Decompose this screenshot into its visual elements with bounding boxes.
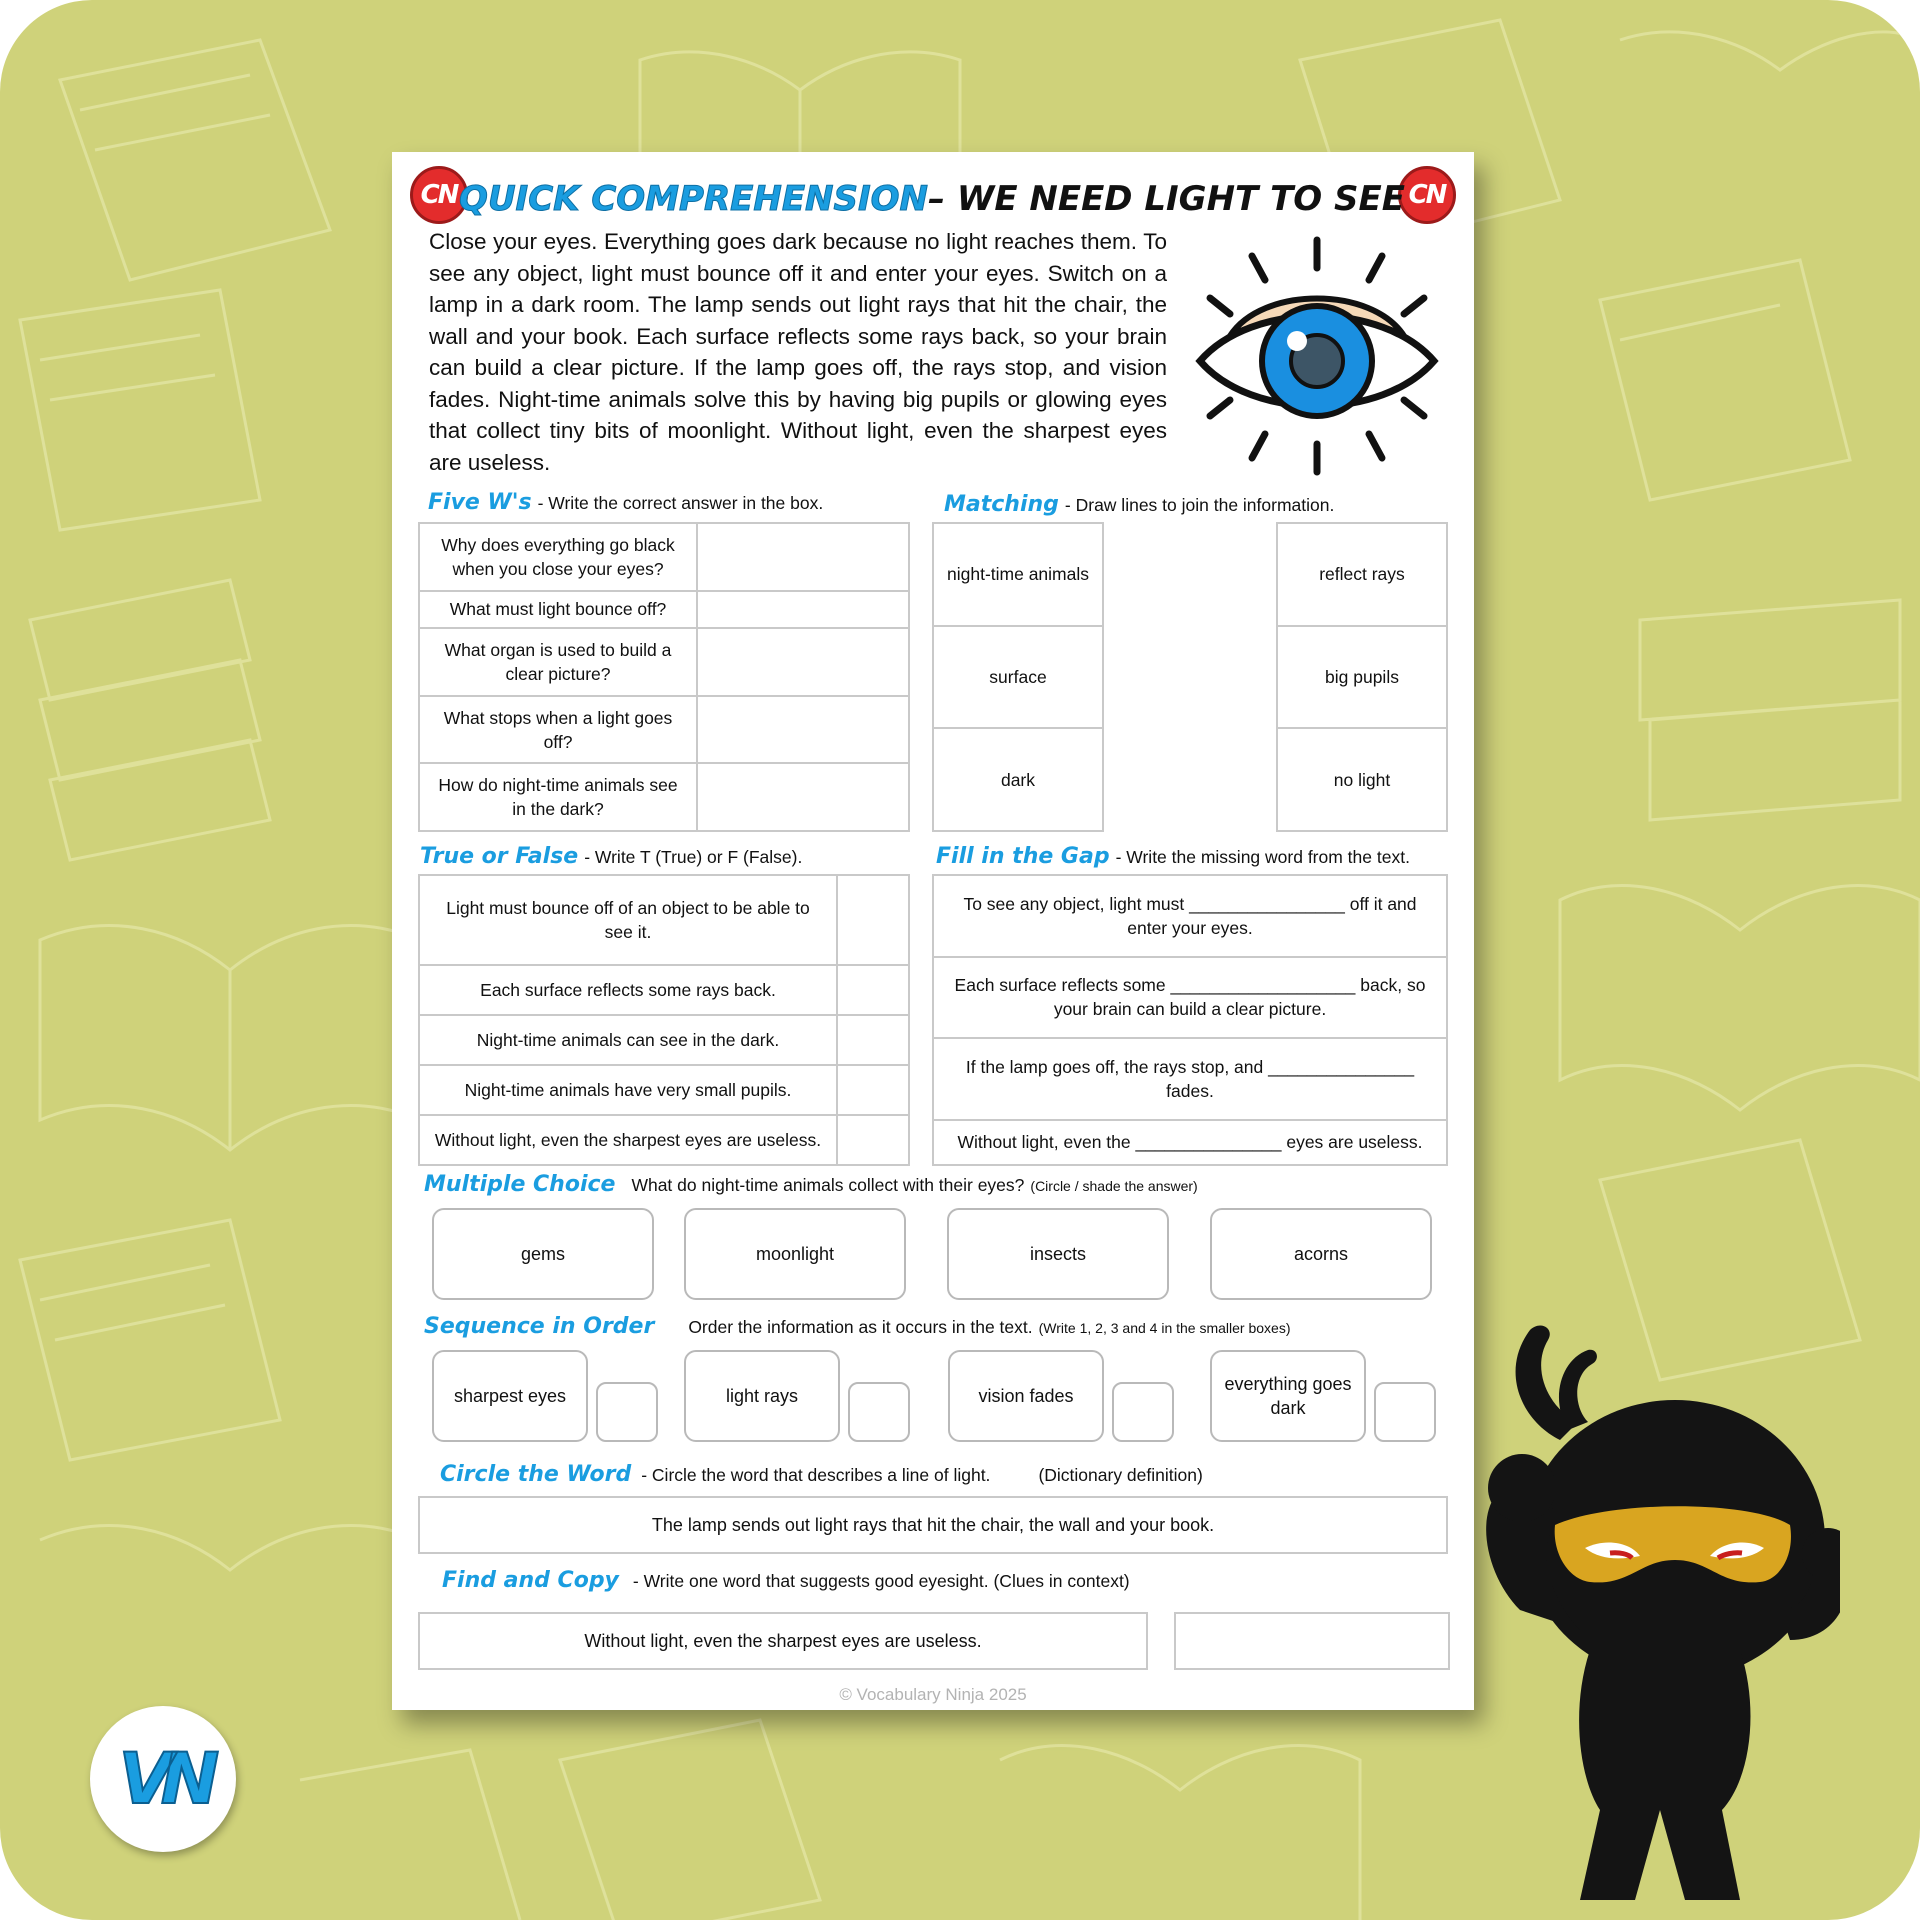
- sequence-instruction: Order the information as it occurs in the text.: [688, 1317, 1033, 1337]
- find-copy-heading: [442, 1568, 1130, 1593]
- fill-gap-table: [932, 874, 1448, 1166]
- table-row: [419, 1115, 909, 1165]
- copyright-text: © Vocabulary Ninja 2025: [839, 1685, 1027, 1704]
- fill-gap-instruction: - Write the missing word from the text.: [1115, 847, 1410, 867]
- true-false-statement: Without light, even the sharpest eyes are useless.: [419, 1115, 837, 1165]
- true-false-statement: Night-time animals have very small pupils.: [419, 1065, 837, 1115]
- five-ws-answer-box[interactable]: [697, 628, 909, 696]
- multiple-choice-option[interactable]: gems: [432, 1208, 654, 1300]
- sequence-number-box[interactable]: [1112, 1382, 1174, 1442]
- five-ws-instruction: - Write the correct answer in the box.: [537, 493, 824, 513]
- sequence-item: vision fades: [948, 1350, 1104, 1442]
- sequence-heading: [424, 1314, 1291, 1339]
- multiple-choice-heading: [424, 1172, 1198, 1197]
- true-false-title: True or False: [420, 844, 579, 869]
- table-row: [1277, 523, 1447, 626]
- matching-left-item[interactable]: night-time animals: [933, 523, 1103, 626]
- true-false-table: [418, 874, 910, 1166]
- matching-left-item[interactable]: surface: [933, 626, 1103, 729]
- table-row: [419, 628, 909, 696]
- sequence-number-box[interactable]: [1374, 1382, 1436, 1442]
- table-row: [933, 1038, 1447, 1120]
- table-row: [933, 523, 1103, 626]
- circle-word-instruction: - Circle the word that describes a line of light.: [641, 1465, 991, 1485]
- table-row: [419, 763, 909, 831]
- table-row: [1277, 728, 1447, 831]
- five-ws-heading: [428, 490, 823, 515]
- multiple-choice-option[interactable]: moonlight: [684, 1208, 906, 1300]
- title-topic: – WE NEED LIGHT TO SEE: [928, 179, 1405, 219]
- table-row: [933, 875, 1447, 957]
- true-false-statement: Light must bounce off of an object to be able to see it.: [419, 875, 837, 965]
- sequence-note: (Write 1, 2, 3 and 4 in the smaller boxes): [1038, 1320, 1291, 1336]
- true-false-answer-box[interactable]: [837, 965, 909, 1015]
- true-false-answer-box[interactable]: [837, 1015, 909, 1065]
- find-copy-sentence: Without light, even the sharpest eyes are useless.: [418, 1612, 1148, 1670]
- matching-heading: [944, 492, 1334, 517]
- vocabulary-ninja-badge: [90, 1706, 236, 1852]
- multiple-choice-option[interactable]: insects: [947, 1208, 1169, 1300]
- fill-gap-sentence[interactable]: Each surface reflects some ___________________ back, so your brain can build a clear picture.: [933, 957, 1447, 1039]
- find-copy-answer-box[interactable]: [1174, 1612, 1450, 1670]
- table-row: [419, 1015, 909, 1065]
- five-ws-title: Five W's: [428, 490, 532, 515]
- table-row: [933, 626, 1103, 729]
- cn-logo-left: CN: [410, 166, 468, 224]
- sequence-number-box[interactable]: [596, 1382, 658, 1442]
- matching-left-item[interactable]: dark: [933, 728, 1103, 831]
- table-row: [419, 875, 909, 965]
- ninja-mascot-icon: [1460, 1310, 1840, 1910]
- multiple-choice-title: Multiple Choice: [424, 1172, 616, 1197]
- find-copy-title: Find and Copy: [442, 1568, 619, 1593]
- five-ws-question: What organ is used to build a clear picture?: [419, 628, 697, 696]
- true-false-heading: [420, 844, 802, 869]
- true-false-answer-box[interactable]: [837, 1115, 909, 1165]
- matching-title: Matching: [944, 492, 1059, 517]
- five-ws-question: How do night-time animals see in the dark?: [419, 763, 697, 831]
- matching-left-column: [932, 522, 1104, 832]
- five-ws-question: Why does everything go black when you close your eyes?: [419, 523, 697, 591]
- circle-word-note: (Dictionary definition): [1038, 1465, 1203, 1485]
- true-false-statement: Night-time animals can see in the dark.: [419, 1015, 837, 1065]
- circle-word-heading: [440, 1462, 1203, 1487]
- sequence-number-box[interactable]: [848, 1382, 910, 1442]
- true-false-answer-box[interactable]: [837, 1065, 909, 1115]
- table-row: [933, 728, 1103, 831]
- cn-logo-right: CN: [1398, 166, 1456, 224]
- table-row: [419, 523, 909, 591]
- sequence-item: sharpest eyes: [432, 1350, 588, 1442]
- sequence-item: everything goes dark: [1210, 1350, 1366, 1442]
- five-ws-question: What stops when a light goes off?: [419, 696, 697, 764]
- true-false-answer-box[interactable]: [837, 875, 909, 965]
- multiple-choice-question: What do night-time animals collect with their eyes?: [631, 1175, 1025, 1195]
- worksheet: [392, 152, 1474, 1710]
- worksheet-title: [459, 166, 1405, 232]
- fill-gap-sentence[interactable]: Without light, even the _______________ eyes are useless.: [933, 1120, 1447, 1165]
- table-row: [1277, 626, 1447, 729]
- five-ws-answer-box[interactable]: [697, 763, 909, 831]
- multiple-choice-note: (Circle / shade the answer): [1030, 1178, 1198, 1194]
- fill-gap-title: Fill in the Gap: [936, 844, 1110, 869]
- table-row: [419, 1065, 909, 1115]
- circle-word-sentence[interactable]: The lamp sends out light rays that hit the chair, the wall and your book.: [418, 1496, 1448, 1554]
- fill-gap-sentence[interactable]: If the lamp goes off, the rays stop, and _______________ fades.: [933, 1038, 1447, 1120]
- fill-gap-sentence[interactable]: To see any object, light must ________________ off it and enter your eyes.: [933, 875, 1447, 957]
- sequence-item: light rays: [684, 1350, 840, 1442]
- table-row: [419, 965, 909, 1015]
- find-copy-instruction: - Write one word that suggests good eyesight. (Clues in context): [632, 1571, 1130, 1591]
- table-row: [419, 696, 909, 764]
- matching-instruction: - Draw lines to join the information.: [1064, 495, 1335, 515]
- title-quick-comprehension: QUICK COMPREHENSION: [459, 179, 928, 219]
- fill-gap-heading: [936, 844, 1410, 869]
- five-ws-answer-box[interactable]: [697, 696, 909, 764]
- five-ws-answer-box[interactable]: [697, 523, 909, 591]
- sequence-title: Sequence in Order: [424, 1314, 655, 1339]
- table-row: [933, 957, 1447, 1039]
- matching-right-item[interactable]: big pupils: [1277, 626, 1447, 729]
- vn-logo-text: VN: [118, 1738, 208, 1820]
- multiple-choice-option[interactable]: acorns: [1210, 1208, 1432, 1300]
- true-false-statement: Each surface reflects some rays back.: [419, 965, 837, 1015]
- reading-passage: Close your eyes. Everything goes dark because no light reaches them. To see any object, light must bounce off it and enter your eyes. Switch on a lamp in a dark room. The lamp sends out light rays that hit the chair, the wall and your book. Each surface reflects some rays back, so your brain can build a clear picture. If the lamp goes off, the rays stop, and vision fades. Night-time animals solve this by having big pupils or glowing eyes that collect tiny bits of moonlight. Without light, even the sharpest eyes are useless.: [429, 229, 1167, 475]
- circle-word-title: Circle the Word: [440, 1462, 632, 1487]
- five-ws-question: What must light bounce off?: [419, 591, 697, 629]
- table-row: [933, 1120, 1447, 1165]
- five-ws-answer-box[interactable]: [697, 591, 909, 629]
- true-false-instruction: - Write T (True) or F (False).: [584, 847, 803, 867]
- matching-right-item[interactable]: reflect rays: [1277, 523, 1447, 626]
- five-ws-table: [418, 522, 910, 832]
- eye-icon: [1192, 236, 1442, 476]
- table-row: [419, 591, 909, 629]
- matching-right-column: [1276, 522, 1448, 832]
- matching-right-item[interactable]: no light: [1277, 728, 1447, 831]
